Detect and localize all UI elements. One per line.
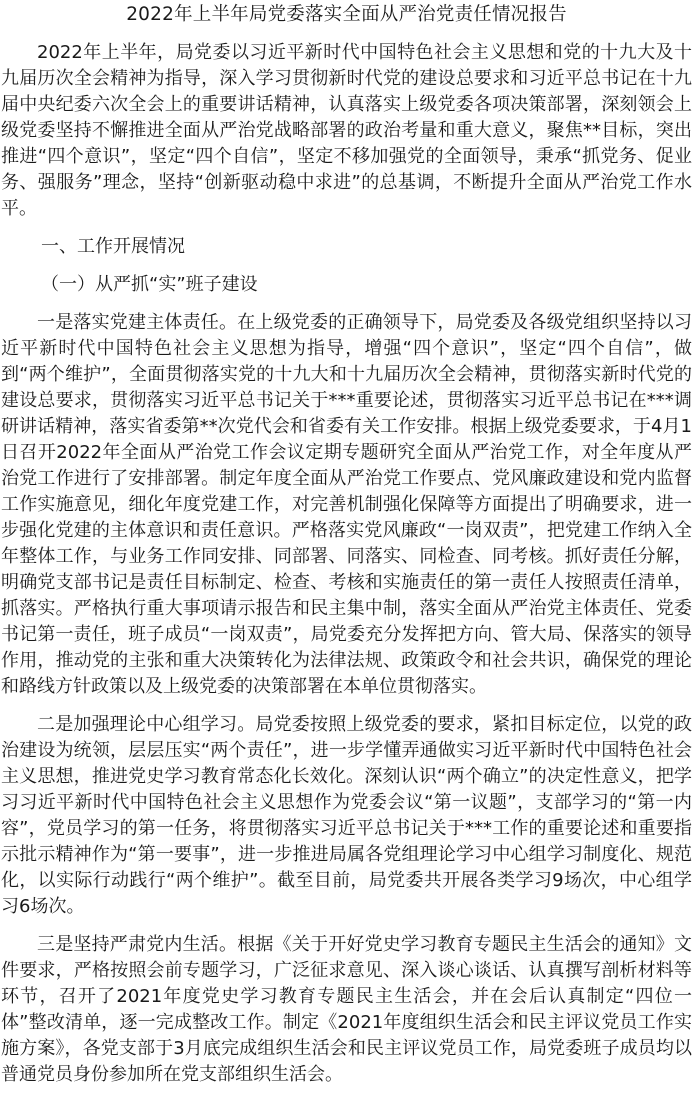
paragraph-party-life: 三是坚持严肃党内生活。根据《关于开好党史学习教育专题民主生活会的通知》文件要求，严格按照会前专题学习，广泛征求意见、深入谈心谈话、认真撰写剖析材料等环节，召开了2021年度党史学习教育专题民主生活会，并在会后认真制定“四位一体”整改清单，逐一完成整改工作。制定《2021年度组织生活会和民主评议党员工作实施方案》，各党支部于3月底完成组织生活会和民主评议党员工作，局党委班子成员均以普通党员身份参加所在党支部组织生活会。 bbox=[1, 934, 692, 1085]
paragraph-party-responsibility: 一是落实党建主体责任。在上级党委的正确领导下，局党委及各级党组织坚持以习近平新时代中国特色社会主义思想为指导，增强“四个意识”，坚定“四个自信”，做到“两个维护”，全面贯彻落实党的十九大和十九届历次全会精神，贯彻落实新时代党的建设总要求，贯彻落实习近平总书记关于***重要论述，贯彻落实习近平总书记在***调研讲话精神，落实省委第**次党代会和省委有关工作安排。根据上级党委要求，于4月1日召开2022年全面从严治党工作会议定期专题研究全面从严治党工作，对全年度从严治党工作进行了安排部署。制定年度全面从严治党工作要点、党风廉政建设和党内监督工作实施意见，细化年度党建工作，对完善机制强化保障等方面提出了明确要求，进一步强化党建的主体意识和责任意识。严格落实党风廉政“一岗双责”，把党建工作纳入全年整体工作，与业务工作同安排、同部署、同落实、同检查、同考核。抓好责任分解，明确党支部书记是责任目标制定、检查、考核和实施责任的第一责任人按照责任清单，抓落实。严格执行重大事项请示报告和民主集中制，落实全面从严治党主体责任、党委书记第一责任，班子成员“一岗双责”，局党委充分发挥把方向、管大局、保落实的领导作用，推动党的主张和重大决策转化为法律法规、政策政令和社会共识，确保党的理论和路线方针政策以及上级党委的决策部署在本单位贯彻落实。 bbox=[1, 312, 692, 697]
document-title: 2022年上半年局党委落实全面从严治党责任情况报告 bbox=[126, 4, 567, 25]
section-heading-work-status: 一、工作开展情况 bbox=[41, 236, 185, 257]
paragraph-theory-study: 二是加强理论中心组学习。局党委按照上级党委的要求，紧扣目标定位，以党的政治建设为统领，层层压实“两个责任”，进一步学懂弄通做实习近平新时代中国特色社会主义思想，推进党史学习教育常态化长效化。深刻认识“两个确立”的决定性意义，把学习习近平新时代中国特色社会主义思想作为党委会议“第一议题”，支部学习的“第一内容”，党员学习的第一任务，将贯彻落实习近平总书记关于***工作的重要论述和重要指示批示精神作为“第一要事”，进一步推进局属各党组理论学习中心组学习制度化、规范化，以实际行动践行“两个维护”。截至目前，局党委共开展各类学习9场次，中心组学习6场次。 bbox=[1, 714, 692, 917]
intro-paragraph: 2022年上半年，局党委以习近平新时代中国特色社会主义思想和党的十九大及十九届历次全会精神为指导，深入学习贯彻新时代党的建设总要求和习近平总书记在十九届中央纪委六次全会上的重要讲话精神，认真落实上级党委各项决策部署，深刻领会上级党委坚持不懈推进全面从严治党战略部署的政治考量和重大意义，聚焦**目标，突出推进“四个意识”，坚定“四个自信”，坚定不移加强党的全面领导，秉承“抓党务、促业务、强服务”理念，坚持“创新驱动稳中求进”的总基调，不断提升全面从严治党工作水平。 bbox=[1, 42, 692, 219]
subsection-heading-team-building: （一）从严抓“实”班子建设 bbox=[41, 274, 258, 295]
